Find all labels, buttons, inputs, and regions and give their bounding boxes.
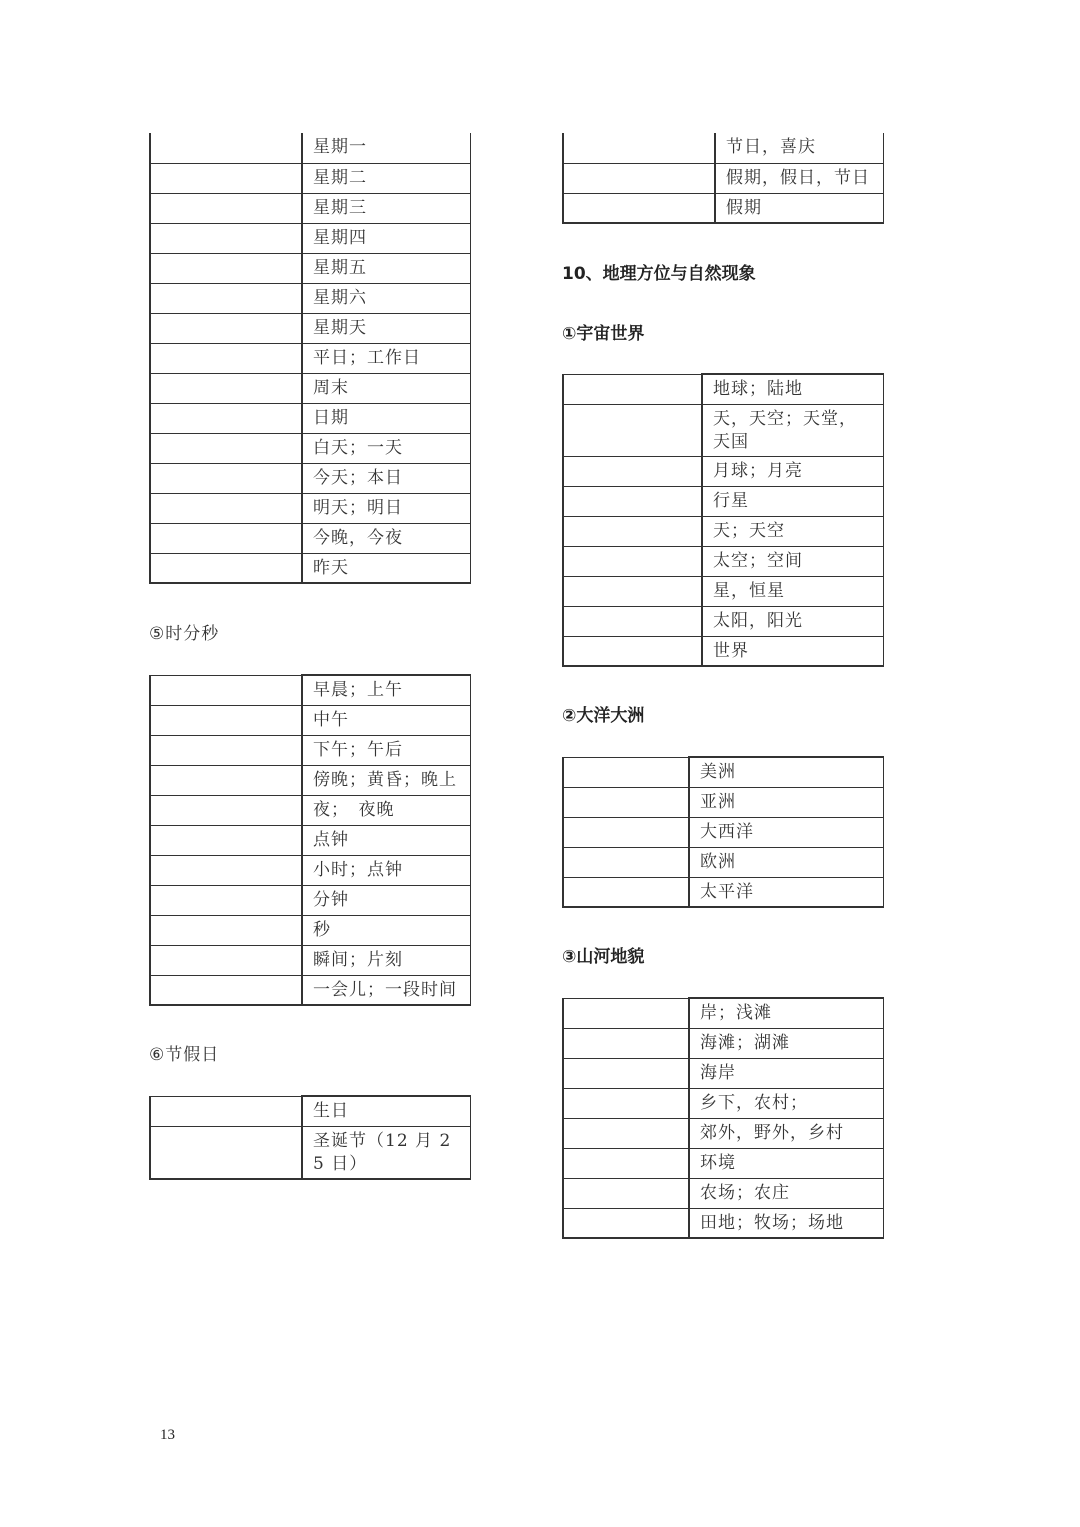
blank-answer-cell: [563, 1088, 689, 1118]
table-row: [563, 163, 883, 193]
term-cell: 海滩；湖滩: [689, 1028, 883, 1058]
table-row: [150, 915, 470, 945]
table-row: [150, 855, 470, 885]
term-cell: 下午；午后: [302, 735, 470, 765]
section-heading-landforms: ③山河地貌: [562, 947, 645, 967]
table-row: [150, 493, 470, 523]
blank-answer-cell: [150, 675, 302, 705]
blank-answer-cell: [563, 404, 702, 456]
table-row: [150, 163, 470, 193]
term-cell: 白天；一天: [302, 433, 470, 463]
table-row: [150, 945, 470, 975]
term-cell: 秒: [302, 915, 470, 945]
term-cell: 天；天空: [702, 516, 883, 546]
table-row: [563, 636, 883, 666]
term-cell: 世界: [702, 636, 883, 666]
term-cell: 假期: [715, 193, 883, 223]
blank-answer-cell: [563, 486, 702, 516]
section-heading-oceans: ②大洋大洲: [562, 706, 645, 726]
blank-answer-cell: [150, 433, 302, 463]
blank-answer-cell: [563, 757, 689, 787]
table-row: [150, 735, 470, 765]
blank-answer-cell: [150, 403, 302, 433]
table-row: [150, 223, 470, 253]
blank-answer-cell: [150, 735, 302, 765]
right-column: [562, 133, 882, 1239]
term-cell: 分钟: [302, 885, 470, 915]
blank-answer-cell: [150, 1126, 302, 1179]
blank-answer-cell: [150, 1096, 302, 1126]
table-row: [150, 193, 470, 223]
blank-answer-cell: [150, 373, 302, 403]
term-cell: 星期三: [302, 193, 470, 223]
blank-answer-cell: [563, 1058, 689, 1088]
blank-answer-cell: [563, 1148, 689, 1178]
term-cell: 星期一: [302, 133, 470, 163]
term-cell: 乡下，农村；: [689, 1088, 883, 1118]
blank-answer-cell: [150, 975, 302, 1005]
term-cell: 农场；农庄: [689, 1178, 883, 1208]
term-cell: 中午: [302, 705, 470, 735]
term-cell: 星期二: [302, 163, 470, 193]
table-row: [563, 1118, 883, 1148]
section-heading-holidays: ⑥节假日: [149, 1045, 220, 1065]
term-cell: 太空；空间: [702, 546, 883, 576]
table-row: [563, 1148, 883, 1178]
term-cell: 行星: [702, 486, 883, 516]
term-cell: 郊外，野外，乡村: [689, 1118, 883, 1148]
table-row: [150, 343, 470, 373]
table-row: [563, 133, 883, 163]
term-cell: 星，恒星: [702, 576, 883, 606]
section-heading-time: ⑤时分秒: [149, 624, 220, 644]
blank-answer-cell: [563, 636, 702, 666]
term-cell: 海岸: [689, 1058, 883, 1088]
table-row: [563, 576, 883, 606]
table-row: [563, 404, 883, 456]
table-row: [563, 606, 883, 636]
table-row: [563, 486, 883, 516]
table-row: [150, 825, 470, 855]
section-heading-geography: 10、地理方位与自然现象: [562, 264, 756, 284]
term-cell: 生日: [302, 1096, 470, 1126]
term-cell: 星期五: [302, 253, 470, 283]
term-cell: 早晨；上午: [302, 675, 470, 705]
blank-answer-cell: [150, 523, 302, 553]
blank-answer-cell: [150, 705, 302, 735]
table-row: [563, 1178, 883, 1208]
table-row: [563, 193, 883, 223]
term-cell: 小时；点钟: [302, 855, 470, 885]
blank-answer-cell: [150, 945, 302, 975]
term-cell: 田地；牧场；场地: [689, 1208, 883, 1238]
blank-answer-cell: [563, 1118, 689, 1148]
blank-answer-cell: [563, 787, 689, 817]
table-row: [150, 313, 470, 343]
blank-answer-cell: [563, 817, 689, 847]
table-row: [150, 253, 470, 283]
blank-answer-cell: [563, 877, 689, 907]
time-table: [149, 674, 471, 1006]
blank-answer-cell: [563, 456, 702, 486]
table-row: [563, 374, 883, 404]
blank-answer-cell: [563, 998, 689, 1028]
table-row: [150, 885, 470, 915]
blank-answer-cell: [563, 193, 715, 223]
blank-answer-cell: [150, 825, 302, 855]
blank-answer-cell: [150, 163, 302, 193]
blank-answer-cell: [150, 885, 302, 915]
blank-answer-cell: [150, 855, 302, 885]
table-row: [150, 975, 470, 1005]
table-row: [150, 705, 470, 735]
table-row: [150, 553, 470, 583]
table-row: [150, 523, 470, 553]
term-cell: 太平洋: [689, 877, 883, 907]
term-cell: 今天；本日: [302, 463, 470, 493]
term-cell: 月球；月亮: [702, 456, 883, 486]
term-cell: 平日；工作日: [302, 343, 470, 373]
table-row: [563, 1208, 883, 1238]
term-cell: 星期六: [302, 283, 470, 313]
table-row: [150, 403, 470, 433]
table-row: [563, 516, 883, 546]
holidays-continued-table: [562, 133, 884, 224]
blank-answer-cell: [150, 133, 302, 163]
term-cell: 日期: [302, 403, 470, 433]
blank-answer-cell: [563, 847, 689, 877]
left-column: [149, 133, 469, 1180]
term-cell: 圣诞节（12 月 25 日）: [302, 1126, 470, 1179]
term-cell: 傍晚；黄昏；晚上: [302, 765, 470, 795]
term-cell: 天，天空；天堂，天国: [702, 404, 883, 456]
term-cell: 瞬间；片刻: [302, 945, 470, 975]
blank-answer-cell: [150, 283, 302, 313]
table-row: [563, 877, 883, 907]
table-row: [563, 1058, 883, 1088]
blank-answer-cell: [150, 313, 302, 343]
term-cell: 今晚，今夜: [302, 523, 470, 553]
blank-answer-cell: [150, 463, 302, 493]
universe-table: [562, 373, 884, 667]
term-cell: 假期，假日，节日: [715, 163, 883, 193]
term-cell: 夜； 夜晚: [302, 795, 470, 825]
table-row: [150, 373, 470, 403]
term-cell: 星期四: [302, 223, 470, 253]
term-cell: 大西洋: [689, 817, 883, 847]
term-cell: 节日，喜庆: [715, 133, 883, 163]
term-cell: 点钟: [302, 825, 470, 855]
term-cell: 欧洲: [689, 847, 883, 877]
table-row: [563, 1028, 883, 1058]
term-cell: 昨天: [302, 553, 470, 583]
holidays-table: [149, 1095, 471, 1180]
blank-answer-cell: [563, 133, 715, 163]
blank-answer-cell: [150, 223, 302, 253]
blank-answer-cell: [150, 493, 302, 523]
oceans-table: [562, 756, 884, 908]
table-row: [563, 456, 883, 486]
landforms-table: [562, 997, 884, 1239]
term-cell: 环境: [689, 1148, 883, 1178]
term-cell: 地球；陆地: [702, 374, 883, 404]
table-row: [563, 998, 883, 1028]
blank-answer-cell: [150, 553, 302, 583]
table-row: [563, 757, 883, 787]
table-row: [563, 1088, 883, 1118]
blank-answer-cell: [563, 546, 702, 576]
blank-answer-cell: [150, 193, 302, 223]
blank-answer-cell: [563, 1208, 689, 1238]
term-cell: 明天；明日: [302, 493, 470, 523]
table-row: [150, 1096, 470, 1126]
page-number: 13: [160, 1427, 175, 1443]
term-cell: 星期天: [302, 313, 470, 343]
blank-answer-cell: [563, 606, 702, 636]
section-heading-universe: ①宇宙世界: [562, 324, 645, 344]
table-row: [150, 675, 470, 705]
blank-answer-cell: [563, 163, 715, 193]
blank-answer-cell: [150, 795, 302, 825]
table-row: [563, 787, 883, 817]
blank-answer-cell: [150, 915, 302, 945]
table-row: [150, 463, 470, 493]
table-row: [563, 817, 883, 847]
blank-answer-cell: [563, 374, 702, 404]
blank-answer-cell: [150, 765, 302, 795]
blank-answer-cell: [563, 576, 702, 606]
table-row: [150, 795, 470, 825]
blank-answer-cell: [563, 1178, 689, 1208]
blank-answer-cell: [150, 343, 302, 373]
term-cell: 一会儿；一段时间: [302, 975, 470, 1005]
table-row: [150, 1126, 470, 1179]
table-row: [563, 847, 883, 877]
term-cell: 周末: [302, 373, 470, 403]
table-row: [150, 765, 470, 795]
blank-answer-cell: [563, 516, 702, 546]
table-row: [150, 283, 470, 313]
term-cell: 太阳，阳光: [702, 606, 883, 636]
table-row: [150, 433, 470, 463]
blank-answer-cell: [150, 253, 302, 283]
table-row: [150, 133, 470, 163]
weekdays-table: [149, 133, 471, 584]
term-cell: 亚洲: [689, 787, 883, 817]
term-cell: 美洲: [689, 757, 883, 787]
table-row: [563, 546, 883, 576]
term-cell: 岸；浅滩: [689, 998, 883, 1028]
blank-answer-cell: [563, 1028, 689, 1058]
